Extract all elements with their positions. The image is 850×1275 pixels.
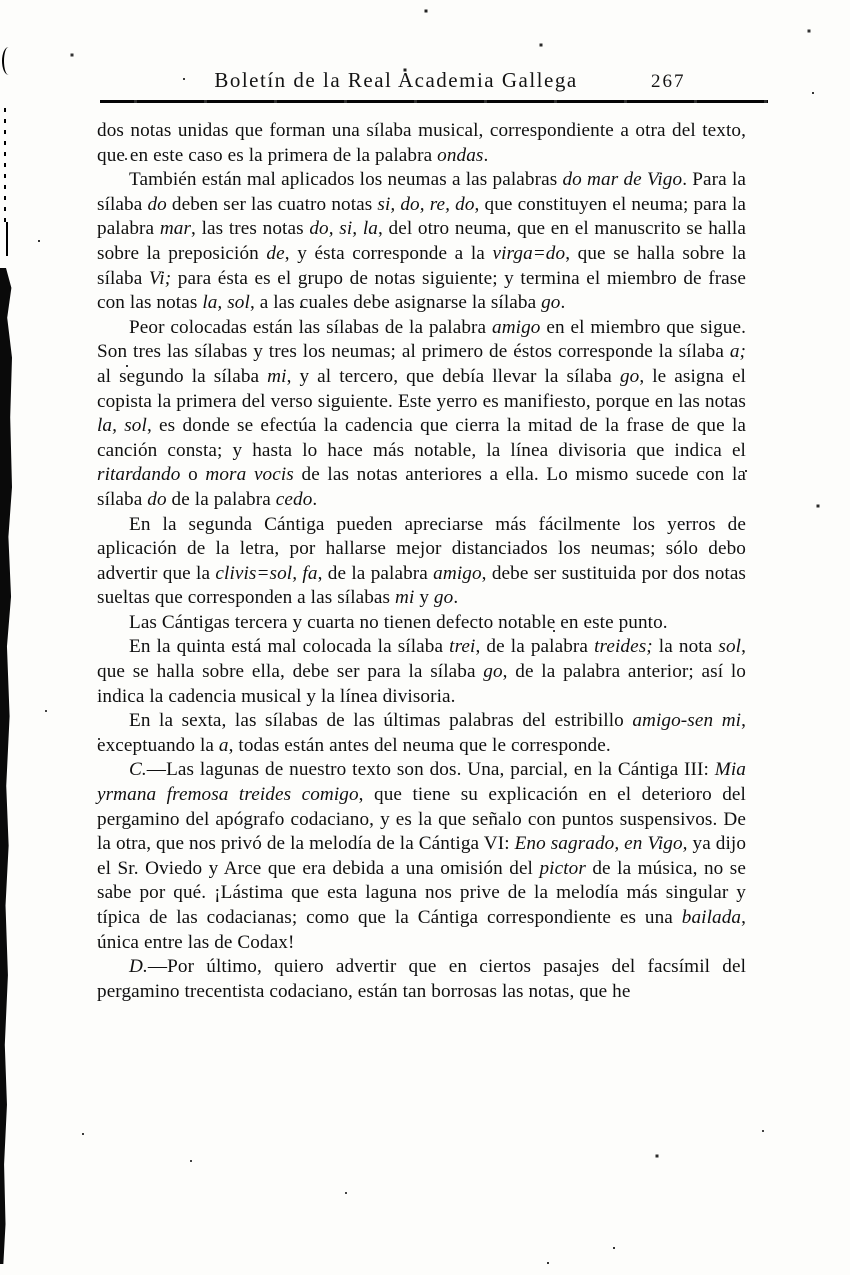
text-segment: También están mal aplicados los neumas a las palabras: [129, 169, 563, 191]
text-segment: ya dijo el Sr. Oviedo y Arce que era debida a una omisión del: [97, 833, 747, 879]
text-segment: virga=do: [492, 242, 566, 264]
paragraph: [97, 513, 746, 611]
text-segment: mi: [267, 365, 287, 387]
text-segment: , que se halla sobre la sílaba: [97, 242, 746, 289]
text-segment: , y ésta corresponde a la: [284, 242, 493, 264]
text-segment: En la sexta, las sílabas de las últimas palabras del estribillo: [129, 710, 633, 732]
text-segment: do mar de Vigo: [562, 169, 683, 191]
text-segment: .: [453, 587, 459, 609]
text-segment: de: [266, 242, 285, 264]
page-number: 267: [651, 71, 686, 92]
text-segment: mora vocis: [205, 464, 294, 486]
text-segment: de las notas anteriores a ella. Lo mismo sucede con la sílaba: [97, 464, 747, 510]
text-segment: , de la palabra: [317, 562, 434, 584]
text-segment: , es donde se efectúa la cadencia que cierra la mitad de la frase de que la canción consta; y hasta lo hace más notable, la línea divisoria que indica el: [97, 415, 746, 461]
text-segment: , exceptuando la: [97, 710, 746, 756]
text-segment: go: [433, 587, 454, 609]
scan-artifact-left-edge-strip: [0, 268, 12, 1264]
text-segment: pictor: [539, 857, 586, 879]
text-segment: , de la palabra anterior; así lo indica la cadencia musical y la línea divisoria.: [97, 661, 746, 707]
paragraph: [97, 709, 746, 758]
text-segment: , que se halla sobre ella, debe ser para la sílaba: [97, 636, 746, 683]
text-segment: y: [414, 587, 434, 609]
text-segment: de la palabra: [166, 488, 276, 510]
text-segment: C.: [129, 759, 147, 781]
text-segment: trei: [449, 636, 476, 658]
header-rule: [100, 100, 768, 103]
text-segment: deben ser las cuatro notas: [166, 193, 378, 215]
text-segment: en el miembro que sigue. Son tres las sílabas y tres los neumas; al primero de éstos corresponde la sílaba: [97, 316, 747, 363]
text-segment: , y al tercero, que debía llevar la sílaba: [286, 365, 620, 387]
scan-artifact-specks: [0, 0, 2, 2]
scan-artifact-short-line: [6, 222, 8, 256]
text-segment: ritardando: [97, 464, 181, 486]
text-segment: Vi;: [148, 267, 172, 289]
text-segment: —Las lagunas de nuestro texto son dos. Una, parcial, en la Cántiga III:: [146, 759, 715, 781]
text-segment: go: [541, 292, 561, 314]
text-segment: —Por último, quiero advertir que en ciertos pasajes del facsímil del pergamino trecentista codaciano, están tan borrosas las notas, que he: [97, 956, 746, 1002]
text-segment: do: [147, 488, 167, 510]
text-segment: Eno sagrado, en Vigo,: [514, 833, 688, 855]
text-segment: go: [483, 661, 503, 683]
text-segment: En la quinta está mal colocada la sílaba: [129, 636, 450, 658]
text-segment: a;: [729, 341, 746, 363]
running-header: [100, 68, 692, 93]
page-body: [97, 119, 746, 1004]
text-segment: , que tiene su explicación en el deterioro del pergamino del apógrafo codaciano, y es la que señalo con puntos suspensivos. De la otra, que nos privó de la melodía de la Cántiga VI:: [97, 784, 746, 855]
text-segment: de la música, no se sabe por qué. ¡Lástima que esta laguna nos prive de la melodía más singular y típica de las codacianas; como que la Cántiga correspondiente es una: [97, 857, 746, 928]
text-segment: .: [483, 144, 489, 166]
text-segment: sol: [718, 636, 742, 658]
text-segment: , que constituyen el neuma; para la palabra: [97, 193, 746, 240]
text-segment: , todas están antes del neuma que le corresponde.: [228, 734, 611, 756]
text-segment: Mia yrmana fremosa treides comigo: [97, 759, 746, 806]
text-segment: la nota: [652, 636, 719, 658]
text-segment: a: [218, 734, 229, 756]
text-segment: bailada: [681, 907, 742, 928]
text-segment: .: [312, 488, 318, 510]
text-segment: do: [147, 193, 167, 215]
text-segment: treides;: [594, 636, 653, 658]
text-segment: al segundo la sílaba: [97, 365, 268, 387]
paragraph: [97, 119, 746, 168]
text-segment: go: [619, 365, 640, 387]
text-segment: cedo: [275, 488, 313, 510]
scan-artifact-curved-mark: [2, 47, 15, 75]
text-segment: En la segunda Cántiga pueden apreciarse más fácilmente los yerros de aplicación de la letra, por hallarse mejor distanciados los neumas; sólo debo advertir que la: [97, 513, 746, 584]
text-segment: para ésta es el grupo de notas siguiente; y termina el miembro de frase con las notas: [97, 267, 746, 314]
journal-title: Boletín de la Real Academia Gallega: [214, 68, 578, 92]
text-segment: D.: [129, 956, 148, 978]
text-segment: , única entre las de Codax!: [97, 907, 746, 953]
text-segment: Peor colocadas están las sílabas de la palabra: [129, 316, 492, 338]
paragraph: [97, 758, 746, 955]
text-segment: .: [560, 292, 566, 314]
text-segment: la, sol: [97, 415, 147, 437]
paragraph: [97, 955, 746, 1004]
text-segment: Las Cántigas tercera y cuarta no tienen defecto notable en este punto.: [129, 611, 668, 633]
paragraph: [97, 635, 746, 709]
text-segment: dos notas unidas que forman una sílaba musical, correspondiente a otra del texto, que en este caso es la primera de la palabra: [97, 120, 746, 166]
text-segment: , de la palabra: [475, 636, 595, 658]
text-segment: do, si, la: [309, 218, 378, 240]
text-segment: o: [180, 464, 206, 486]
paragraph: [97, 316, 746, 513]
text-segment: la, sol: [202, 292, 250, 314]
text-segment: mi: [395, 587, 415, 609]
text-segment: mar: [159, 218, 192, 240]
text-segment: ondas: [437, 144, 484, 166]
paragraph: [97, 611, 746, 636]
text-segment: amigo: [492, 316, 541, 338]
text-segment: si, do, re, do: [377, 193, 475, 215]
text-segment: , del otro neuma, que en el manuscrito se halla sobre la preposición: [97, 218, 746, 264]
text-segment: , le asigna el copista la primera del verso siguiente. Este yerro es manifiesto, porque en las notas: [97, 365, 746, 412]
text-segment: , a las cuales debe asignarse la sílaba: [249, 292, 542, 314]
scan-artifact-dotted-line: [4, 108, 6, 223]
paragraph: [97, 168, 746, 316]
text-segment: , debe ser sustituida por dos notas sueltas que corresponden a las sílabas: [97, 562, 746, 609]
text-segment: , las tres notas: [191, 218, 310, 240]
text-segment: . Para la sílaba: [97, 169, 747, 215]
text-segment: amigo: [433, 562, 482, 584]
text-segment: amigo-sen mi: [632, 710, 742, 732]
text-segment: clivis=sol, fa: [215, 562, 318, 584]
